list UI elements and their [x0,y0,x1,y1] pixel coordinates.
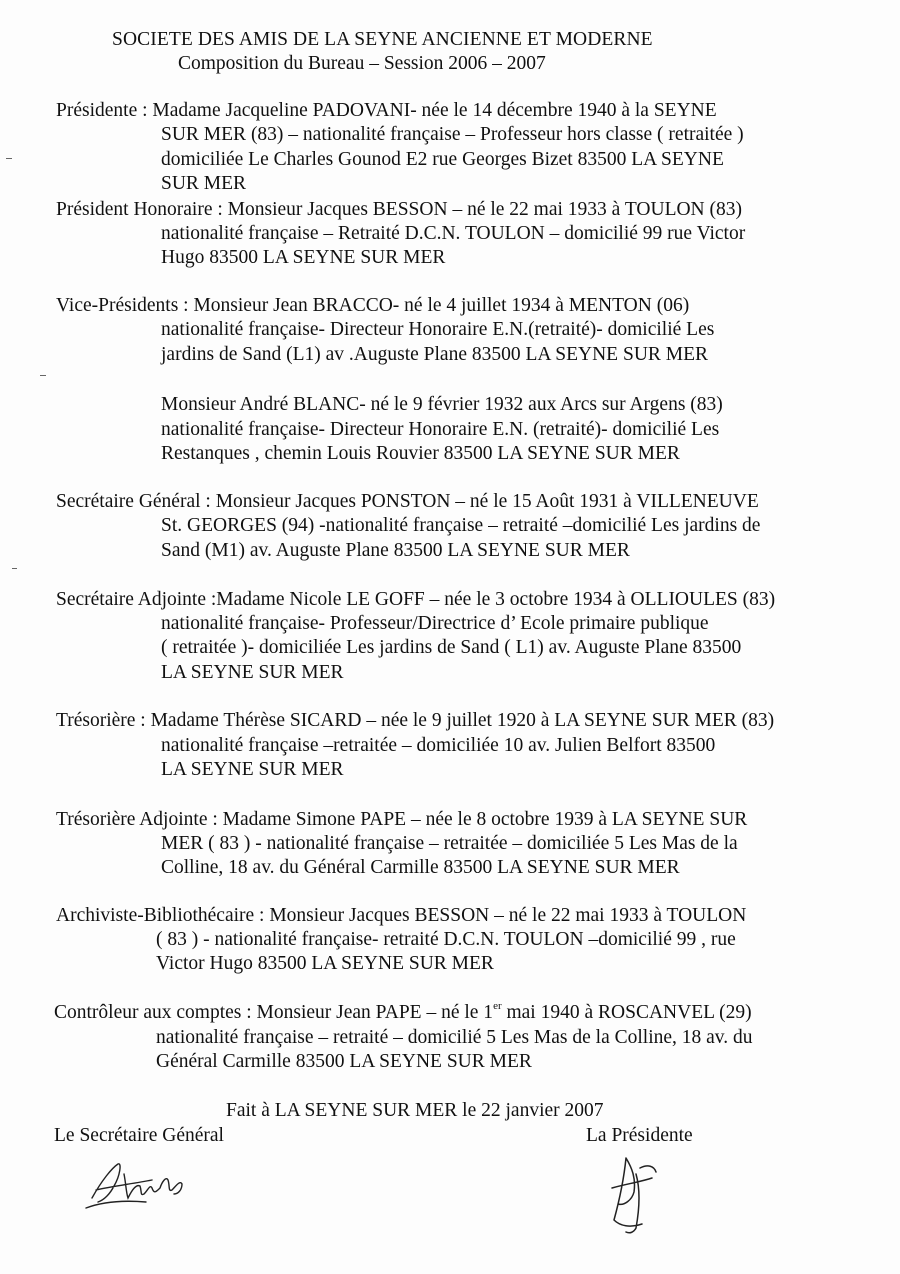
entry-line: ( 83 ) - nationalité française- retraité D.C.N. TOULON –domicilié 99 , rue [156,929,736,950]
ordinal-superscript: er [493,999,502,1012]
entry-line: Secrétaire Général : Monsieur Jacques PONSTON – né le 15 Août 1931 à VILLENEUVE [56,491,759,512]
entry-line: nationalité française – Retraité D.C.N. TOULON – domicilié 99 rue Victor [161,223,746,244]
entry-line: nationalité française –retraitée – domiciliée 10 av. Julien Belfort 83500 [161,735,716,756]
secretary-signature [82,1150,192,1220]
entry-line [54,1001,752,1025]
entry-line: Restanques , chemin Louis Rouvier 83500 LA SEYNE SUR MER [161,443,680,464]
document-subtitle: Composition du Bureau – Session 2006 – 2007 [178,53,546,74]
entry-line-part: Contrôleur aux comptes : Monsieur Jean PAPE – né le 1 [54,1002,494,1023]
president-signature [596,1148,666,1238]
scan-speck [6,158,12,159]
entry-line: Trésorière : Madame Thérèse SICARD – née le 9 juillet 1920 à LA SEYNE SUR MER (83) [56,710,775,731]
entry-line: Président Honoraire : Monsieur Jacques BESSON – né le 22 mai 1933 à TOULON (83) [56,199,743,220]
entry-line: Général Carmille 83500 LA SEYNE SUR MER [156,1051,532,1072]
entry-line-part: mai 1940 à ROSCANVEL (29) [501,1002,752,1023]
entry-line: nationalité française- Directeur Honoraire E.N.(retraité)- domicilié Les [161,319,715,340]
right-signatory-label: La Présidente [586,1125,693,1146]
entry-line: Sand (M1) av. Auguste Plane 83500 LA SEYNE SUR MER [161,540,630,561]
entry-line: MER ( 83 ) - nationalité française – retraitée – domiciliée 5 Les Mas de la [161,833,738,854]
scan-speck [40,375,46,376]
entry-line: jardins de Sand (L1) av .Auguste Plane 83500 LA SEYNE SUR MER [161,344,709,365]
entry-line: Hugo 83500 LA SEYNE SUR MER [161,247,446,268]
entry-line: SUR MER (83) – nationalité française – Professeur hors classe ( retraitée ) [161,124,744,145]
entry-line: SUR MER [161,173,247,194]
scan-speck [12,568,17,569]
entry-line: ( retraitée )- domiciliée Les jardins de Sand ( L1) av. Auguste Plane 83500 [161,637,742,658]
entry-line: Victor Hugo 83500 LA SEYNE SUR MER [156,953,494,974]
entry-line: St. GEORGES (94) -nationalité française – retraité –domicilié Les jardins de [161,515,761,536]
entry-line: nationalité française- Directeur Honoraire E.N. (retraité)- domicilié Les [161,419,720,440]
signature-text: Ponston [82,1150,86,1151]
entry-line: Colline, 18 av. du Général Carmille 83500 LA SEYNE SUR MER [161,857,680,878]
entry-line: LA SEYNE SUR MER [161,662,344,683]
document-title: SOCIETE DES AMIS DE LA SEYNE ANCIENNE ET MODERNE [112,29,653,50]
entry-line: Archiviste-Bibliothécaire : Monsieur Jacques BESSON – né le 22 mai 1933 à TOULON [56,905,747,926]
left-signatory-label: Le Secrétaire Général [54,1125,224,1146]
entry-line: nationalité française- Professeur/Directrice d’ Ecole primaire publique [161,613,709,634]
place-date-line: Fait à LA SEYNE SUR MER le 22 janvier 2007 [226,1100,604,1121]
entry-line: Présidente : Madame Jacqueline PADOVANI- née le 14 décembre 1940 à la SEYNE [56,100,717,121]
entry-line: Monsieur André BLANC- né le 9 février 1932 aux Arcs sur Argens (83) [161,394,723,415]
entry-line: LA SEYNE SUR MER [161,759,344,780]
entry-line: Trésorière Adjointe : Madame Simone PAPE – née le 8 octobre 1939 à LA SEYNE SUR [56,809,748,830]
entry-line: nationalité française – retraité – domicilié 5 Les Mas de la Colline, 18 av. du [156,1027,753,1048]
entry-line: domiciliée Le Charles Gounod E2 rue Georges Bizet 83500 LA SEYNE [161,149,724,170]
entry-line: Vice-Présidents : Monsieur Jean BRACCO- né le 4 juillet 1934 à MENTON (06) [56,295,690,316]
entry-line: Secrétaire Adjointe :Madame Nicole LE GOFF – née le 3 octobre 1934 à OLLIOULES (83) [56,589,776,610]
